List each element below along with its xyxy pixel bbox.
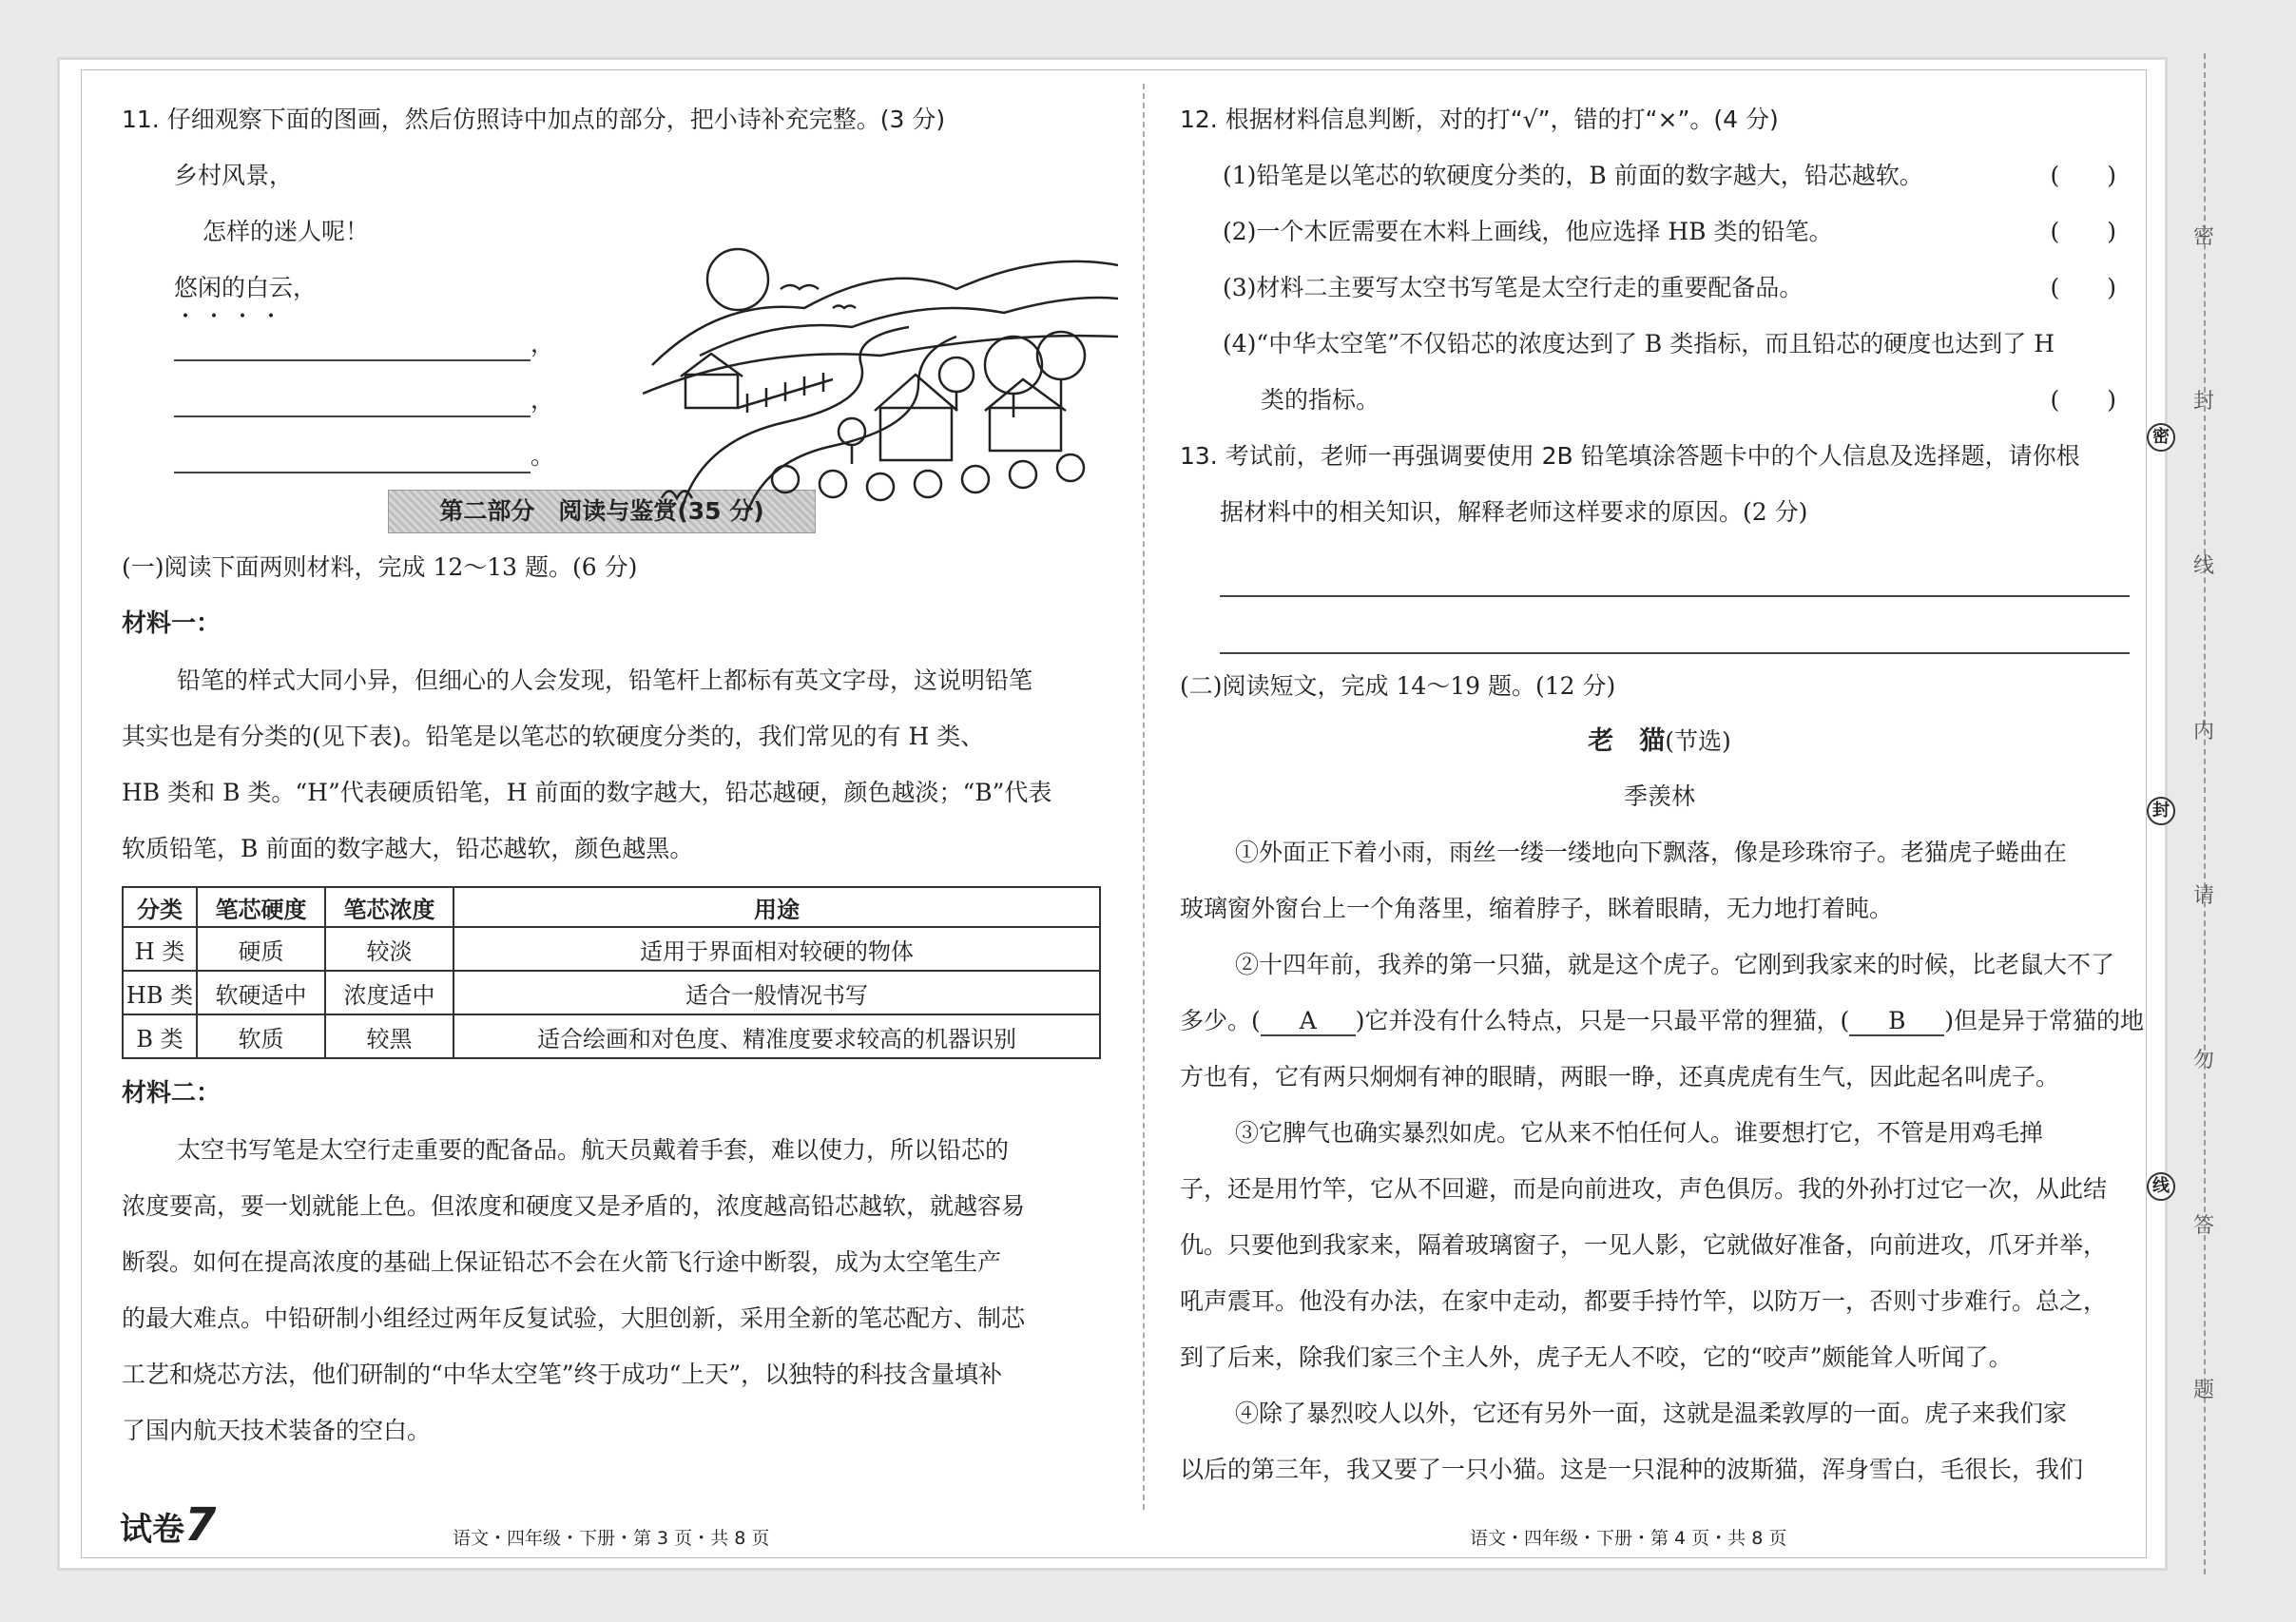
- seal-char: 内: [2192, 720, 2214, 743]
- passage-line: ③它脾气也确实暴烈如虎。它从来不怕任何人。谁要想打它，不管是用鸡毛掸: [1235, 1119, 2044, 1147]
- answer-line[interactable]: [1220, 540, 2130, 597]
- material-1-label: 材料一：: [122, 609, 222, 638]
- passage-line: 方也有，它有两只炯炯有神的眼睛，两眼一睁，还真虎虎有生气，因此起名叫虎子。: [1180, 1063, 2060, 1091]
- seal-char: 题: [2192, 1379, 2214, 1402]
- seal-line: [2204, 53, 2206, 1574]
- poem-blank-2[interactable]: ，: [122, 372, 1122, 428]
- reading-1-instructions: (一)阅读下面两则材料，完成 12～13 题。(6 分): [122, 553, 638, 581]
- column-divider: [1143, 84, 1145, 1510]
- poem-blank-3[interactable]: 。: [122, 428, 1122, 484]
- table-row: B 类 软质 较黑 适合绘画和对色度、精准度要求较高的机器识别: [123, 1014, 1100, 1058]
- blank-a[interactable]: A: [1261, 1008, 1356, 1036]
- material-2-label: 材料二：: [122, 1079, 222, 1108]
- pencil-table: [122, 886, 1101, 1059]
- answer-paren[interactable]: ( ): [2050, 386, 2116, 414]
- page-footer-left: 语文・四年级・下册・第 3 页・共 8 页: [453, 1528, 770, 1549]
- page-footer-right: 语文・四年级・下册・第 4 页・共 8 页: [1470, 1528, 1787, 1549]
- sun-icon: [707, 249, 768, 310]
- q12-item-4-cont: 类的指标。 ( ): [1180, 372, 2139, 428]
- seal-char: 密: [2192, 225, 2214, 249]
- passage-author: 季羡林: [1623, 782, 1695, 810]
- seal-char: 勿: [2192, 1049, 2214, 1072]
- passage-line: ④除了暴烈咬人以外，它还有另外一面，这就是温柔敦厚的一面。虎子来我们家: [1235, 1400, 2068, 1427]
- table-row: HB 类 软硬适中 浓度适中 适合一般情况书写: [123, 971, 1100, 1014]
- table-header: 笔芯硬度: [197, 887, 325, 927]
- question-12: 12. 根据材料信息判断，对的打“√”，错的打“×”。(4 分): [1180, 106, 1779, 133]
- answer-line[interactable]: [1220, 597, 2130, 654]
- material-1-line: 软质铅笔，B 前面的数字越大，铅芯越软，颜色越黑。: [122, 835, 694, 862]
- exam-brand: 试卷7: [120, 1498, 217, 1552]
- seal-char: 封: [2192, 390, 2214, 414]
- poem-blank-1[interactable]: ，: [122, 316, 1122, 372]
- q12-item-1: (1)铅笔是以笔芯的软硬度分类的，B 前面的数字越大，铅芯越软。 ( ): [1180, 147, 2139, 203]
- exam-number: 7: [184, 1498, 217, 1552]
- seal-char: 请: [2192, 884, 2214, 908]
- q12-item-4: (4)“中华太空笔”不仅铅芯的浓度达到了 B 类指标，而且铅芯的硬度也达到了 H: [1223, 330, 2055, 357]
- question-11: 11. 仔细观察下面的图画，然后仿照诗中加点的部分，把小诗补充完整。(3 分): [122, 106, 946, 133]
- passage-line: 多少。( A )它并没有什么特点，只是一只最平常的狸猫，( B )但是异于常猫的地: [1180, 1007, 2145, 1034]
- passage-line: ②十四年前，我养的第一只猫，就是这个虎子。它刚到我家来的时候，比老鼠大不了: [1235, 951, 2115, 978]
- passage-line: 吼声震耳。他没有办法，在家中走动，都要手持竹竿，以防万一，否则寸步难行。总之，: [1180, 1287, 2108, 1315]
- seal-char: 答: [2192, 1214, 2214, 1238]
- passage-line: 仇。只要他到我家来，隔着玻璃窗子，一见人影，它就做好准备，向前进攻，爪牙并举，: [1180, 1231, 2108, 1259]
- poem-line-1: 乡村风景，: [174, 162, 294, 189]
- passage-line: 到了后来，除我们家三个主人外，虎子无人不咬，它的“咬声”颇能耸人听闻了。: [1180, 1343, 2013, 1371]
- passage-line: 玻璃窗外窗台上一个角落里，缩着脖子，眯着眼睛，无力地打着盹。: [1180, 895, 1894, 922]
- answer-paren[interactable]: ( ): [2050, 162, 2116, 189]
- seal-char: 线: [2192, 554, 2214, 578]
- passage-line: 子，还是用竹竿，它从不回避，而是向前进攻，声色俱厉。我的外孙打过它一次，从此结: [1180, 1175, 2108, 1203]
- blank-b[interactable]: B: [1849, 1008, 1944, 1036]
- seal-circle: 密: [2147, 423, 2175, 452]
- table-row: H 类 硬质 较淡 适用于界面相对较硬的物体: [123, 927, 1100, 971]
- table-header: 分类: [123, 887, 197, 927]
- answer-paren[interactable]: ( ): [2050, 274, 2116, 301]
- material-2-line: 太空书写笔是太空行走重要的配备品。航天员戴着手套，难以使力，所以铅芯的: [177, 1136, 1010, 1164]
- seal-circle: 封: [2147, 797, 2175, 825]
- passage-line: 以后的第三年，我又要了一只小猫。这是一只混种的波斯猫，浑身雪白，毛很长，我们: [1180, 1456, 2084, 1483]
- q12-item-2: (2)一个木匠需要在木料上画线，他应选择 HB 类的铅笔。 ( ): [1180, 203, 2139, 260]
- poem-line-2: 怎样的迷人呢！: [203, 218, 370, 245]
- dotted-text: 悠闲的白云， • • • •: [174, 274, 318, 324]
- reading-2-instructions: (二)阅读短文，完成 14～19 题。(12 分): [1180, 672, 1616, 700]
- exam-sheet: [57, 57, 2168, 1571]
- material-1-line: HB 类和 B 类。“H”代表硬质铅笔，H 前面的数字越大，铅芯越硬，颜色越淡；“B”代表: [122, 779, 1052, 806]
- material-2-line: 浓度要高，要一划就能上色。但浓度和硬度又是矛盾的，浓度越高铅芯越软，就越容易: [122, 1192, 1026, 1220]
- section-heading: 第二部分 阅读与鉴赏(35 分): [388, 490, 816, 533]
- material-2-line: 工艺和烧芯方法，他们研制的“中华太空笔”终于成功“上天”，以独特的科技含量填补: [122, 1361, 1003, 1388]
- village-illustration: [643, 241, 1118, 512]
- passage-line: ①外面正下着小雨，雨丝一缕一缕地向下飘落，像是珍珠帘子。老猫虎子蜷曲在: [1235, 839, 2068, 866]
- question-13-cont: 据材料中的相关知识，解释老师这样要求的原因。(2 分): [1220, 498, 1808, 526]
- material-1-line: 铅笔的样式大同小异，但细心的人会发现，铅笔杆上都标有英文字母，这说明铅笔: [177, 666, 1033, 694]
- passage-title: 老 猫(节选): [1588, 726, 1731, 756]
- page-frame: [81, 69, 2147, 1558]
- answer-paren[interactable]: ( ): [2050, 218, 2116, 245]
- material-1-line: 其实也是有分类的(见下表)。铅笔是以笔芯的软硬度分类的，我们常见的有 H 类、: [122, 723, 985, 750]
- table-header: 笔芯浓度: [325, 887, 453, 927]
- right-column: [1161, 70, 2145, 1557]
- poem-line-3-text: 悠闲的白云，: [174, 274, 318, 301]
- bird-icon: [833, 306, 856, 309]
- material-2-line: 的最大难点。中铅研制小组经过两年反复试验，大胆创新，采用全新的笔芯配方、制芯: [122, 1304, 1026, 1332]
- bird-icon: [781, 285, 819, 289]
- material-2-line: 断裂。如何在提高浓度的基础上保证铅芯不会在火箭飞行途中断裂，成为太空笔生产: [122, 1248, 1002, 1276]
- seal-circle: 线: [2147, 1172, 2175, 1201]
- material-2-line: 了国内航天技术装备的空白。: [122, 1417, 432, 1444]
- table-header: 用途: [453, 887, 1100, 927]
- question-13: 13. 考试前，老师一再强调要使用 2B 铅笔填涂答题卡中的个人信息及选择题，请你根: [1180, 442, 2080, 470]
- q12-item-3: (3)材料二主要写太空书写笔是太空行走的重要配备品。 ( ): [1180, 260, 2139, 316]
